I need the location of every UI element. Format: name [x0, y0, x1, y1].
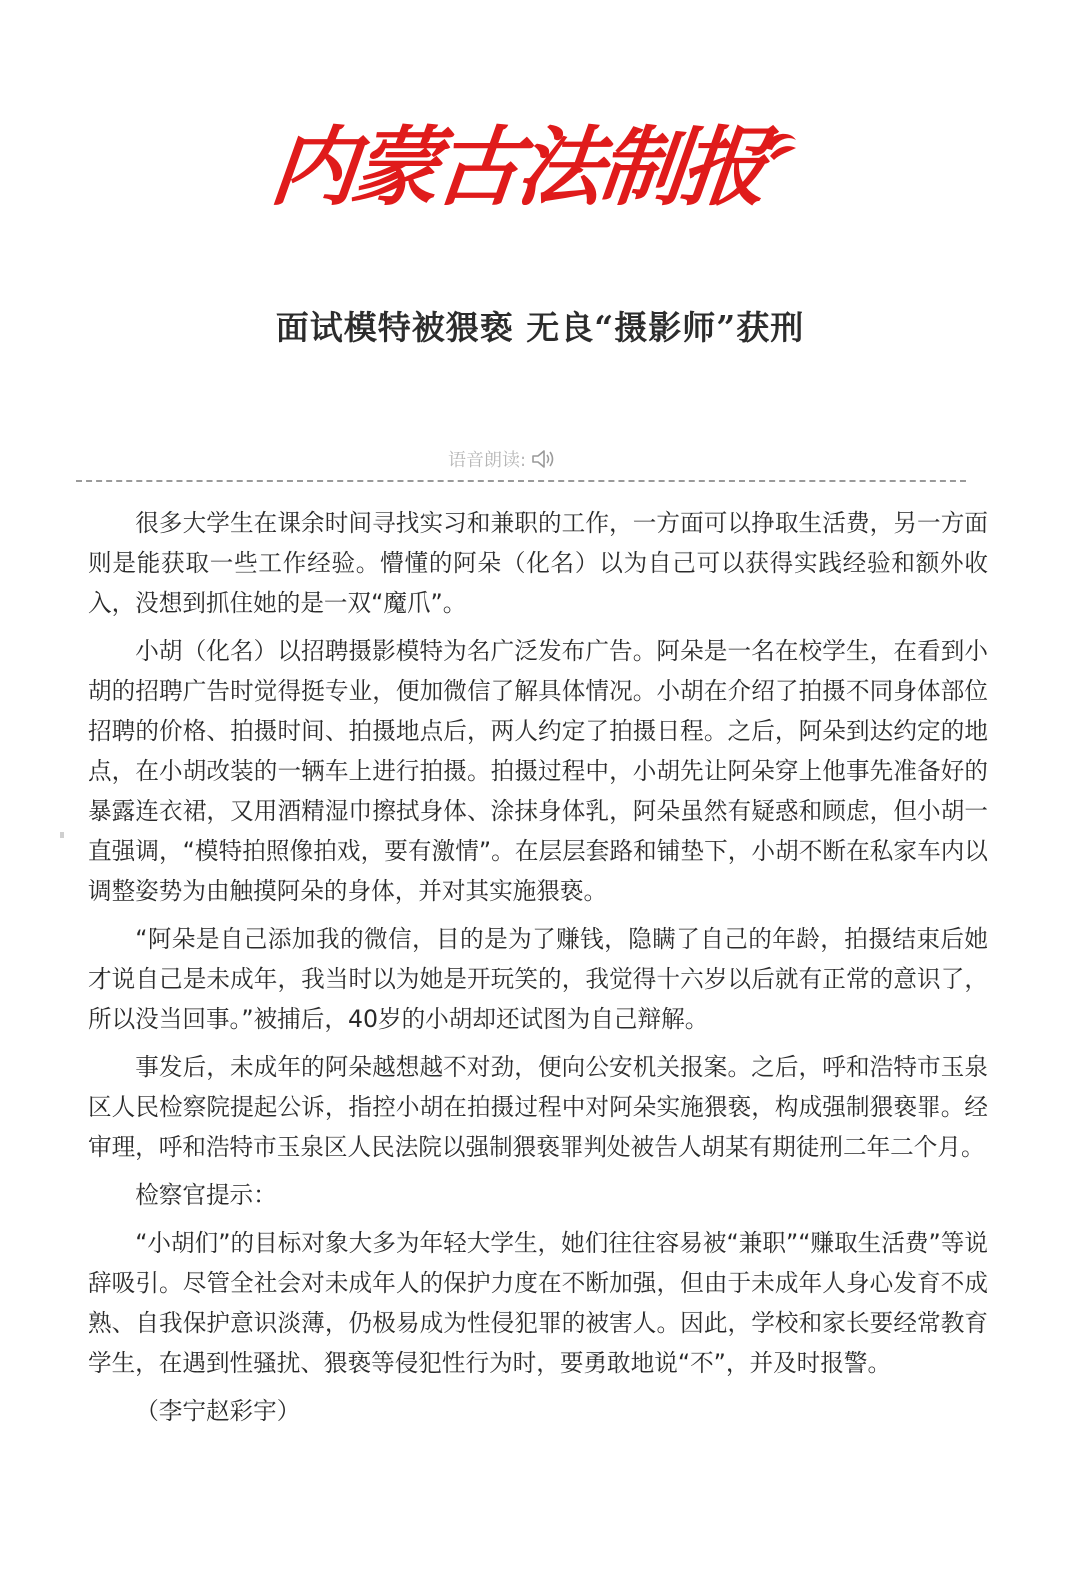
margin-mark [60, 832, 64, 838]
paragraph-incident: 小胡（化名）以招聘摄影模特为名广泛发布广告。阿朵是一名在校学生，在看到小胡的招聘广告时觉得挺专业，便加微信了解具体情况。小胡在介绍了拍摄不同身体部位招聘的价格、拍摄时间、拍摄地点后，两人约定了拍摄日程。之后，阿朵到达约定的地点，在小胡改装的一辆车上进行拍摄。拍摄过程中，小胡先让阿朵穿上他事先准备好的暴露连衣裙，又用酒精湿巾擦拭身体、涂抹身体乳，阿朵虽然有疑惑和顾虑，但小胡一直强调，“模特拍照像拍戏，要有激情”。在层层套路和铺垫下，小胡不断在私家车内以调整姿势为由触摸阿朵的身体，并对其实施猥亵。 [88, 637, 988, 905]
speaker-icon[interactable] [530, 448, 556, 470]
prosecutor-tip-heading: 检察官提示： [135, 1181, 277, 1209]
paragraph-advice: “小胡们”的目标对象大多为年轻大学生，她们往往容易被“兼职”“赚取生活费”等说辞吸引。尽管全社会对未成年人的保护力度在不断加强，但由于未成年人身心发育不成熟、自我保护意识淡薄，仍极易成为性侵犯罪的被害人。因此，学校和家长要经常教育学生，在遇到性骚扰、猥亵等侵犯性行为时，要勇敢地说“不”，并及时报警。 [88, 1229, 988, 1377]
newspaper-masthead [265, 100, 812, 220]
dashed-divider [76, 480, 966, 482]
masthead-logo-text: 内蒙古法制报 [265, 117, 769, 218]
paragraph-intro: 很多大学生在课余时间寻找实习和兼职的工作，一方面可以挣取生活费，另一方面则是能获取一些工作经验。懵懂的阿朵（化名）以为自己可以获得实践经验和额外收入，没想到抓住她的是一双“魔爪”。 [88, 509, 988, 617]
article-byline: （李宁赵彩宇） [135, 1397, 301, 1425]
paragraph-quote: “阿朵是自己添加我的微信，目的是为了赚钱，隐瞒了自己的年龄，拍摄结束后她才说自己是未成年，我当时以为她是开玩笑的，我觉得十六岁以后就有正常的意识了，所以没当回事。”被捕后，40岁的小胡却还试图为自己辩解。 [88, 925, 988, 1033]
article-body [88, 503, 988, 1439]
masthead-seal-icon [760, 126, 800, 166]
audio-read-label: 语音朗读: [448, 450, 527, 471]
article-headline: 面试模特被猥亵 无良“摄影师”获刑 [275, 308, 805, 347]
paragraph-verdict: 事发后，未成年的阿朵越想越不对劲，便向公安机关报案。之后，呼和浩特市玉泉区人民检察院提起公诉，指控小胡在拍摄过程中对阿朵实施猥亵，构成强制猥亵罪。经审理，呼和浩特市玉泉区人民法院以强制猥亵罪判处被告人胡某有期徒刑二年二个月。 [88, 1053, 988, 1161]
audio-reader[interactable] [448, 444, 556, 474]
